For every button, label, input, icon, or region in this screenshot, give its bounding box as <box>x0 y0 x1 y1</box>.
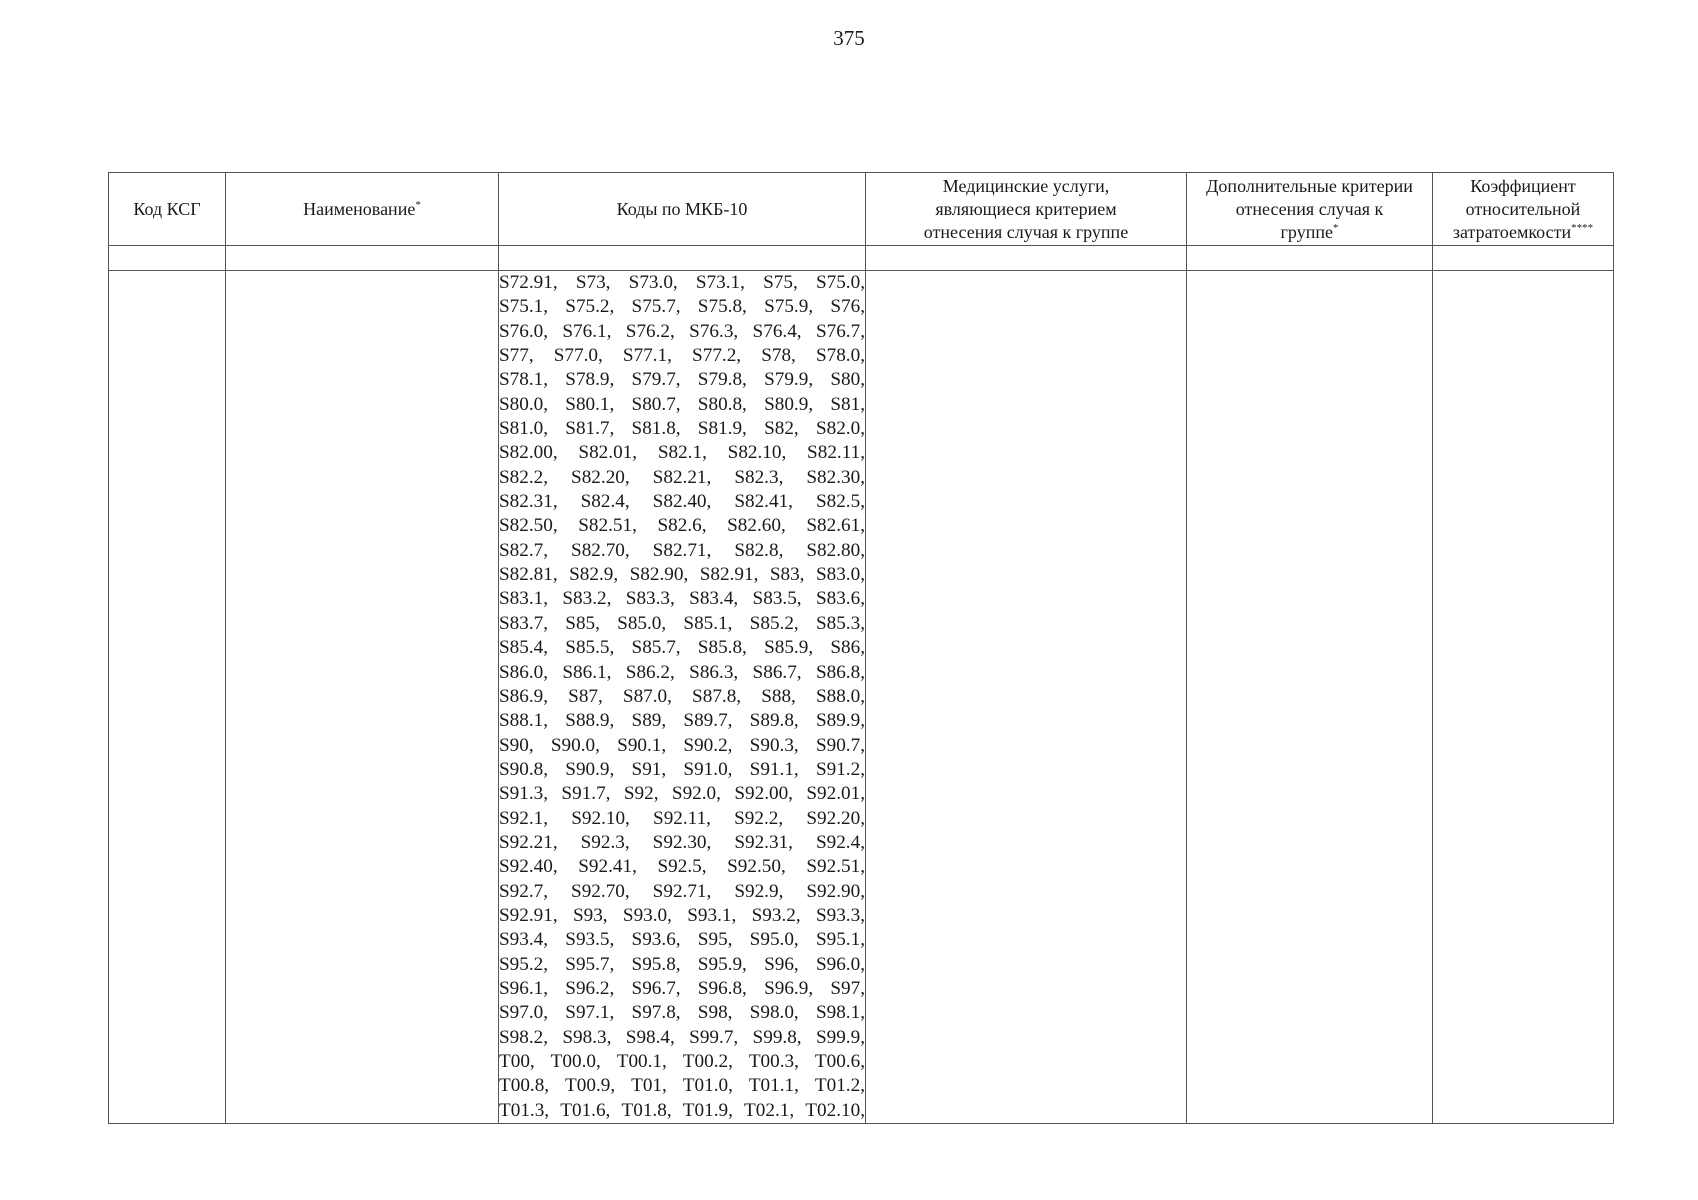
mkb-code-line: S96.1, S96.2, S96.7, S96.8, S96.9, S97, <box>499 977 865 999</box>
mkb-code-line: S82.7, S82.70, S82.71, S82.8, S82.80, <box>499 539 865 561</box>
cell-ksg-code <box>109 271 226 1124</box>
header-ksg-code-text: Код КСГ <box>133 198 201 219</box>
spacer-cell <box>866 246 1187 271</box>
mkb-code-line: S85.4, S85.5, S85.7, S85.8, S85.9, S86, <box>499 637 865 659</box>
mkb-code-line: S92.21, S92.3, S92.30, S92.31, S92.4, <box>499 831 865 853</box>
mkb-code-line: T00, T00.0, T00.1, T00.2, T00.3, T00.6, <box>499 1051 865 1072</box>
header-additional-criteria-footnote-mark: * <box>1332 221 1339 234</box>
header-additional-criteria-line-3: группе <box>1280 221 1333 242</box>
cell-medical-services <box>866 271 1187 1124</box>
ksg-table <box>108 172 1614 1124</box>
mkb-code-line: S82.31, S82.4, S82.40, S82.41, S82.5, <box>499 491 865 513</box>
mkb-code-line: S83.7, S85, S85.0, S85.1, S85.2, S85.3, <box>499 612 865 634</box>
mkb-code-line: S76.0, S76.1, S76.2, S76.3, S76.4, S76.7, <box>499 320 865 342</box>
cell-name <box>226 271 499 1124</box>
header-medical-services-line-1: Медицинские услуги, <box>942 175 1110 196</box>
header-cost-coefficient-footnote-mark: **** <box>1571 221 1594 234</box>
cell-additional-criteria <box>1187 271 1433 1124</box>
spacer-cell <box>109 246 226 271</box>
header-mkb-codes <box>499 173 866 246</box>
header-additional-criteria <box>1187 173 1433 246</box>
mkb-code-line: S80.0, S80.1, S80.7, S80.8, S80.9, S81, <box>499 393 865 415</box>
mkb-code-line: S78.1, S78.9, S79.7, S79.8, S79.9, S80, <box>499 369 865 391</box>
mkb-code-line: S88.1, S88.9, S89, S89.7, S89.8, S89.9, <box>499 710 865 732</box>
mkb-code-line: S72.91, S73, S73.0, S73.1, S75, S75.0, <box>499 272 865 293</box>
cell-mkb-codes <box>499 271 866 1124</box>
header-cost-coefficient <box>1433 173 1614 246</box>
mkb-code-line: S77, S77.0, S77.1, S77.2, S78, S78.0, <box>499 345 865 367</box>
page-number: 375 <box>833 26 865 50</box>
header-medical-services <box>866 173 1187 246</box>
spacer-cell <box>226 246 499 271</box>
mkb-code-line: S92.91, S93, S93.0, S93.1, S93.2, S93.3, <box>499 904 865 926</box>
header-additional-criteria-line-2: отнесения случая к <box>1235 198 1384 219</box>
mkb-code-line: S93.4, S93.5, S93.6, S95, S95.0, S95.1, <box>499 929 865 951</box>
mkb-code-line: S91.3, S91.7, S92, S92.0, S92.00, S92.01, <box>499 783 865 805</box>
mkb-code-line: T01.3, T01.6, T01.8, T01.9, T02.1, T02.10, <box>499 1099 865 1121</box>
mkb-code-line: S86.9, S87, S87.0, S87.8, S88, S88.0, <box>499 685 865 707</box>
mkb-code-line: S75.1, S75.2, S75.7, S75.8, S75.9, S76, <box>499 296 865 318</box>
header-ksg-code <box>109 173 226 246</box>
spacer-cell <box>499 246 866 271</box>
header-additional-criteria-line-1: Дополнительные критерии <box>1206 175 1413 196</box>
spacer-cell <box>1433 246 1614 271</box>
mkb-code-line: S92.1, S92.10, S92.11, S92.2, S92.20, <box>499 807 865 829</box>
spacer-cell <box>1187 246 1433 271</box>
mkb-code-line: S90.8, S90.9, S91, S91.0, S91.1, S91.2, <box>499 758 865 780</box>
mkb-code-line: S95.2, S95.7, S95.8, S95.9, S96, S96.0, <box>499 953 865 975</box>
header-medical-services-line-2: являющиеся критерием <box>935 198 1117 219</box>
header-cost-coefficient-line-2: относительной <box>1465 198 1581 219</box>
mkb-code-line: S82.00, S82.01, S82.1, S82.10, S82.11, <box>499 442 865 464</box>
header-medical-services-line-3: отнесения случая к группе <box>923 221 1129 242</box>
header-name-footnote-mark: * <box>415 198 421 211</box>
header-mkb-codes-text: Коды по МКБ-10 <box>616 198 748 219</box>
header-spacer-row <box>109 246 1614 271</box>
mkb-code-line: S86.0, S86.1, S86.2, S86.3, S86.7, S86.8, <box>499 661 865 683</box>
header-row <box>109 173 1614 246</box>
mkb-code-line: S82.81, S82.9, S82.90, S82.91, S83, S83.0, <box>499 564 865 586</box>
mkb-code-line: S82.50, S82.51, S82.6, S82.60, S82.61, <box>499 515 865 537</box>
mkb-code-line: S92.40, S92.41, S92.5, S92.50, S92.51, <box>499 856 865 878</box>
mkb-code-line: S98.2, S98.3, S98.4, S99.7, S99.8, S99.9, <box>499 1026 865 1048</box>
mkb-code-line: S92.7, S92.70, S92.71, S92.9, S92.90, <box>499 880 865 902</box>
table-row <box>109 271 1614 1124</box>
header-name <box>226 173 499 246</box>
mkb-code-line: T00.8, T00.9, T01, T01.0, T01.1, T01.2, <box>499 1075 865 1097</box>
mkb-code-line: S83.1, S83.2, S83.3, S83.4, S83.5, S83.6, <box>499 588 865 610</box>
mkb-code-line: S82.2, S82.20, S82.21, S82.3, S82.30, <box>499 466 865 488</box>
mkb-code-line: S81.0, S81.7, S81.8, S81.9, S82, S82.0, <box>499 418 865 440</box>
mkb-code-line: S90, S90.0, S90.1, S90.2, S90.3, S90.7, <box>499 734 865 756</box>
header-cost-coefficient-line-1: Коэффициент <box>1470 175 1576 196</box>
cell-cost-coefficient <box>1433 271 1614 1124</box>
header-name-text: Наименование <box>303 198 416 219</box>
mkb-code-list <box>499 271 865 1123</box>
mkb-code-line: S97.0, S97.1, S97.8, S98, S98.0, S98.1, <box>499 1002 865 1024</box>
header-cost-coefficient-line-3: затратоемкости <box>1452 221 1572 242</box>
